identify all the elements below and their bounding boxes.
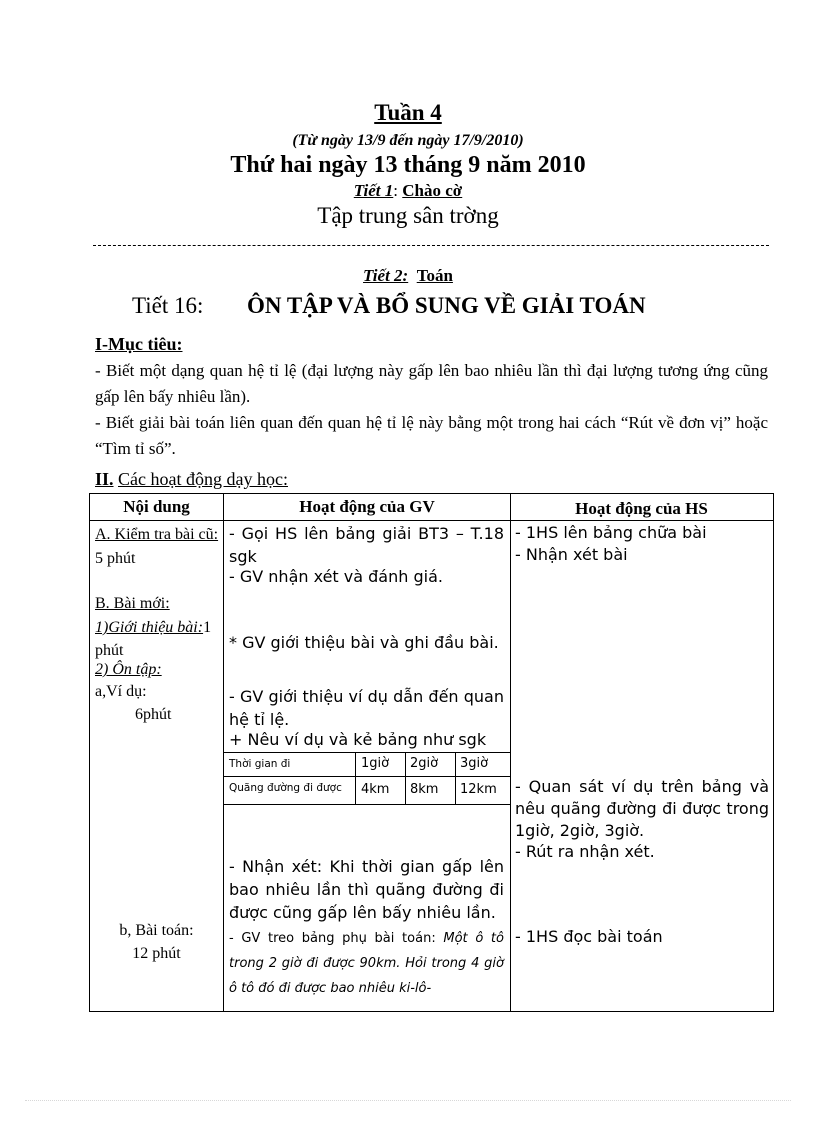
- teacher-step: - GV giới thiệu ví dụ dẫn đến quan hệ tỉ lệ.: [229, 687, 504, 729]
- teacher-step: - Gọi HS lên bảng giải BT3 – T.18 sgk: [229, 524, 504, 566]
- assembly-note: Tập trung sân trờng: [317, 203, 499, 228]
- activities-heading: [95, 466, 768, 492]
- inner-table-line: [224, 752, 510, 753]
- inner-table-line: [224, 804, 510, 805]
- week-title: Tuần 4: [374, 100, 442, 125]
- inner-cell: Thời gian đi: [229, 758, 291, 770]
- header-teacher: Hoạt động của GV: [299, 497, 435, 516]
- section-b-label: B. Bài mới:: [95, 595, 170, 612]
- objective-item: - Biết giải bài toán liên quan đến quan hệ tỉ lệ này bằng một trong hai cách “Rút về đơn vị” hoặc “Tìm tỉ số”.: [95, 413, 768, 458]
- problem-time: 12 phút: [132, 945, 181, 962]
- inner-cell: Quãng đường đi được: [229, 782, 342, 794]
- activities-title: Các hoạt động dạy học:: [118, 469, 288, 489]
- inner-cell: 8km: [410, 782, 439, 797]
- teacher-step: + Nêu ví dụ và kẻ bảng như sgk: [229, 730, 487, 749]
- period1-separator: :: [393, 181, 403, 200]
- inner-cell: 4km: [361, 782, 390, 797]
- section-a: [95, 523, 219, 571]
- period1-subject: Chào cờ: [402, 181, 463, 200]
- student-step: - Quan sát ví dụ trên bảng và nêu quãng đường đi được trong 1giờ, 2giờ, 3giờ.: [515, 777, 769, 840]
- inner-cell: 1giờ: [361, 756, 390, 771]
- intro-time: 1 phút: [95, 619, 212, 659]
- inner-cell: 3giờ: [460, 756, 489, 771]
- inner-table-line: [355, 752, 356, 804]
- student-step: - 1HS lên bảng chữa bài: [515, 523, 707, 542]
- teacher-step: - Nhận xét: Khi thời gian gấp lên bao nhiêu lần thì quãng đường đi được cũng gấp lên bấy nhiêu lần.: [229, 857, 504, 922]
- teacher-step: - GV nhận xét và đánh giá.: [229, 567, 443, 586]
- inner-table-line: [455, 752, 456, 804]
- period1-heading: [0, 181, 816, 201]
- lesson-title: ÔN TẬP VÀ BỔ SUNG VỀ GIẢI TOÁN: [247, 293, 646, 318]
- date-range: (Từ ngày 13/9 đến ngày 17/9/2010): [292, 132, 524, 149]
- objectives-heading: I-Mục tiêu:: [95, 334, 183, 354]
- review-label: 2) Ôn tập:: [95, 661, 162, 678]
- inner-cell: 12km: [460, 782, 497, 797]
- header-content: Nội dung: [123, 497, 190, 516]
- teacher-step: * GV giới thiệu bài và ghi đầu bài.: [229, 633, 499, 652]
- period2-subject: Toán: [416, 266, 453, 285]
- student-step: - 1HS đọc bài toán: [515, 927, 663, 946]
- student-step: - Nhận xét bài: [515, 545, 628, 564]
- table-header-divider: [89, 520, 773, 521]
- section-a-label: A. Kiểm tra bài cũ:: [95, 526, 219, 543]
- example-label: a,Ví dụ:: [95, 683, 147, 700]
- example-time: 6phút: [135, 706, 172, 723]
- inner-table-line: [224, 776, 510, 777]
- intro-label: 1)Giới thiệu bài:: [95, 619, 204, 636]
- intro-section: [95, 616, 213, 662]
- page-bottom-rule: [25, 1100, 791, 1101]
- teacher-step: [229, 926, 504, 1001]
- inner-table-line: [405, 752, 406, 804]
- objective-item: - Biết một dạng quan hệ tỉ lệ (đại lượng này gấp lên bao nhiêu lần thì đại lượng tương ứng cũng gấp lên bấy nhiêu lần).: [95, 361, 768, 406]
- problem-label: b, Bài toán:: [119, 922, 194, 939]
- lesson-number: Tiết 16:: [132, 293, 204, 318]
- activities-number: II.: [95, 469, 114, 489]
- lesson-heading: [132, 293, 646, 319]
- table-col-divider: [510, 493, 511, 1012]
- period2-label: Tiết 2:: [363, 266, 409, 285]
- student-step: - Rút ra nhận xét.: [515, 842, 655, 861]
- teacher-problem-intro: - GV treo bảng phụ bài toán:: [229, 931, 444, 946]
- dashed-divider: [93, 245, 769, 246]
- section-a-time: 5 phút: [95, 550, 136, 567]
- period2-heading: [0, 266, 816, 286]
- teacher-problem-text: Một ô tô trong 2 giờ đi được 90km. Hỏi trong 4 giờ ô tô đó đi được bao nhiêu ki-lô-: [229, 931, 504, 996]
- header-student: Hoạt động của HS: [575, 499, 708, 518]
- inner-cell: 2giờ: [410, 756, 439, 771]
- day-heading: Thứ hai ngày 13 tháng 9 năm 2010: [230, 152, 586, 178]
- period1-label: Tiết 1: [353, 181, 394, 200]
